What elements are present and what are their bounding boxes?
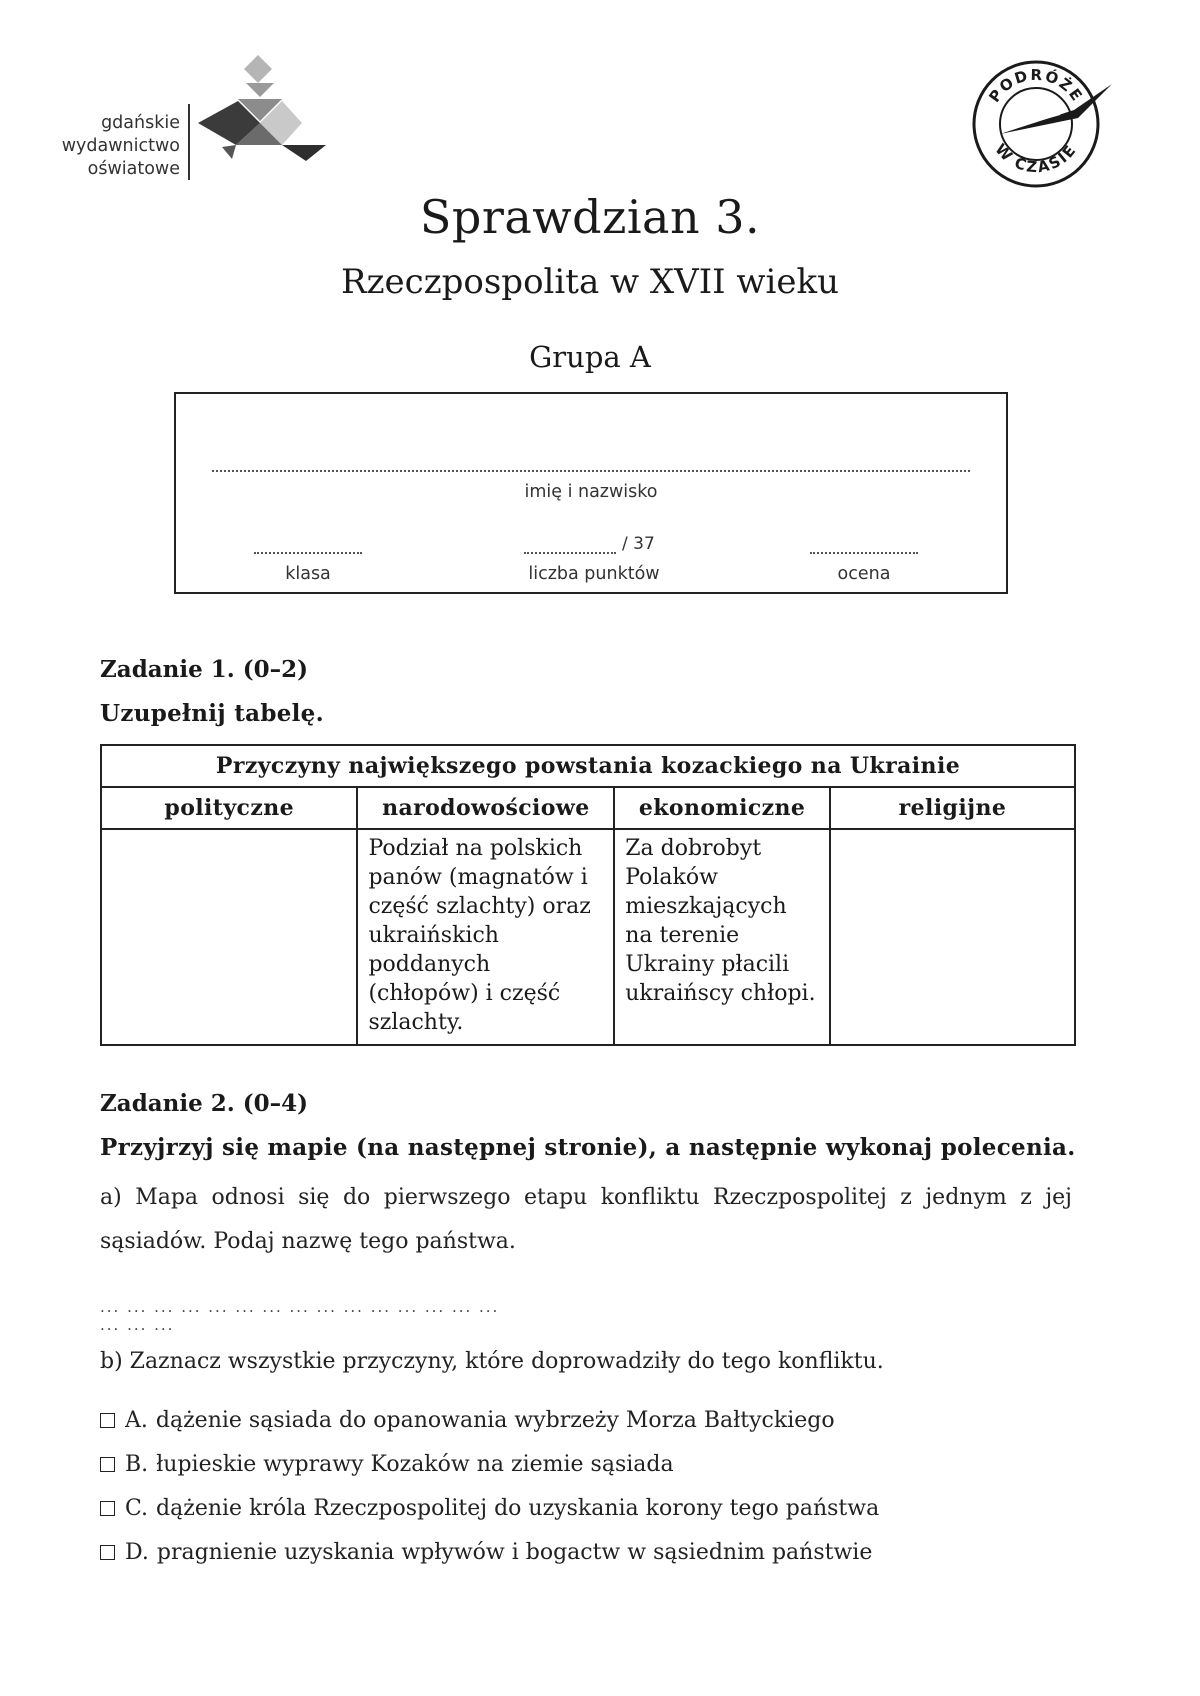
grade-field[interactable] [810, 552, 918, 554]
publisher-line: gdańskie [101, 113, 180, 133]
name-label: imię i nazwisko [524, 482, 658, 502]
checkbox[interactable] [100, 1501, 115, 1516]
option-b[interactable] [100, 1452, 674, 1477]
student-info-box [174, 392, 1008, 594]
option-a[interactable] [100, 1408, 835, 1433]
option-letter: B. [125, 1452, 149, 1477]
publisher-line: oświatowe [87, 159, 180, 179]
option-text: pragnienie uzyskania wpływów i bogactw w sąsiednim państwie [156, 1540, 873, 1565]
option-letter: A. [125, 1408, 148, 1433]
points-max: / 37 [622, 534, 655, 554]
class-label: klasa [285, 564, 331, 584]
task2-answer-line[interactable]: ... ... ... ... ... ... ... ... ... ... ... ... ... ... ... ... ... ... [100, 1298, 500, 1334]
task2-instruction: Przyjrzyj się mapie (na następnej stronie), a następnie wykonaj polecenia. [100, 1134, 1076, 1161]
class-field[interactable] [254, 552, 362, 554]
column-header: ekonomiczne [614, 787, 830, 829]
religious-cause-cell[interactable] [830, 829, 1075, 1045]
column-header: polityczne [101, 787, 357, 829]
stamp-top-text: PODRÓŻE [985, 65, 1087, 106]
publisher-line: wydawnictwo [61, 136, 180, 156]
publisher-logo-icon [198, 55, 328, 170]
checkbox[interactable] [100, 1413, 115, 1428]
task2-part-b: b) Zaznacz wszystkie przyczyny, które doprowadziły do tego konfliktu. [100, 1349, 884, 1374]
causes-table [100, 744, 1076, 1046]
checkbox[interactable] [100, 1545, 115, 1560]
page-title: Sprawdzian 3. [419, 190, 761, 244]
podroze-w-czasie-stamp-icon [970, 58, 1120, 190]
column-header: narodowościowe [357, 787, 614, 829]
checkbox[interactable] [100, 1457, 115, 1472]
column-header: religijne [830, 787, 1075, 829]
option-c[interactable] [100, 1496, 879, 1521]
page-subtitle: Rzeczpospolita w XVII wieku [341, 262, 839, 302]
economic-cause-cell: Za dobrobyt Polaków mieszkających na terenie Ukrainy płacili ukraińscy chłopi. [614, 829, 830, 1045]
task1-heading: Zadanie 1. (0–2) [100, 656, 309, 683]
points-field[interactable] [524, 552, 616, 554]
task1-instruction: Uzupełnij tabelę. [100, 700, 324, 727]
option-text: dążenie króla Rzeczpospolitej do uzyskania korony tego państwa [156, 1496, 880, 1521]
option-letter: D. [125, 1540, 149, 1565]
grade-label: ocena [837, 564, 891, 584]
publisher-divider [188, 104, 190, 180]
political-cause-cell[interactable] [101, 829, 357, 1045]
option-text: dążenie sąsiada do opanowania wybrzeży Morza Bałtyckiego [155, 1408, 835, 1433]
name-field[interactable] [212, 470, 970, 472]
option-d[interactable] [100, 1540, 872, 1565]
svg-text:W CZASIE [991, 140, 1080, 176]
national-cause-cell: Podział na polskich panów (magnatów i część szlachty) oraz ukraińskich poddanych (chłopów) i część szlachty. [357, 829, 614, 1045]
test-group: Grupa A [529, 340, 651, 374]
publisher-name [38, 112, 180, 181]
table-title: Przyczyny największego powstania kozackiego na Ukrainie [101, 745, 1075, 787]
option-text: łupieskie wyprawy Kozaków na ziemie sąsiada [156, 1452, 674, 1477]
task2-part-a: a) Mapa odnosi się do pierwszego etapu konfliktu Rzeczpospolitej z jednym z jej sąsiadów. Podaj nazwę tego państwa. [100, 1185, 1072, 1254]
option-letter: C. [125, 1496, 149, 1521]
task2-heading: Zadanie 2. (0–4) [100, 1090, 309, 1117]
points-label: liczba punktów [528, 564, 660, 584]
stamp-bottom-text: W CZASIE [991, 140, 1081, 177]
